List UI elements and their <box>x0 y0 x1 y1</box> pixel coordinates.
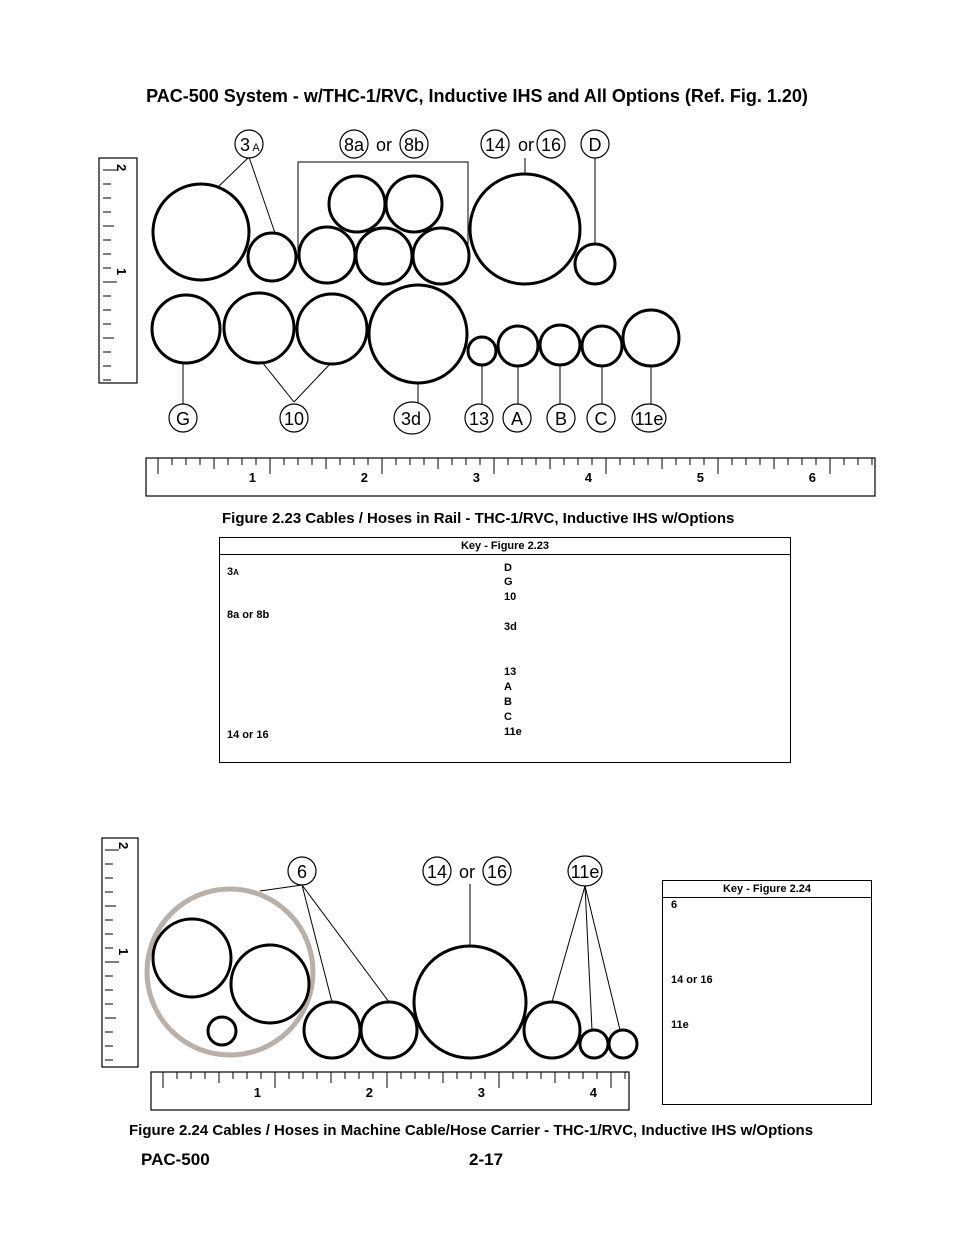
cable-13 <box>468 337 496 365</box>
label-16: 16 <box>540 135 562 155</box>
vruler2-label-2: 2 <box>116 842 131 850</box>
cable-11e-c <box>609 1030 637 1058</box>
key-2-23-item-8: 8a or 8b <box>227 609 270 621</box>
label-8a: 8a <box>343 135 365 155</box>
label-3: 3 <box>239 135 251 155</box>
cable-11e <box>623 310 679 366</box>
cable-14-16 <box>470 174 580 284</box>
key-2-23-item-a: A <box>504 681 512 693</box>
hruler-label-4: 4 <box>584 470 592 485</box>
label-14-b: 14 <box>426 862 448 882</box>
label-or-8: or <box>375 135 393 155</box>
cable-6-a <box>304 1002 360 1058</box>
vruler-label-2: 2 <box>114 164 129 172</box>
key-2-24-item-11e: 11e <box>671 1019 689 1031</box>
hruler-label-6: 6 <box>808 470 816 485</box>
label-16-b: 16 <box>486 862 508 882</box>
figure-2-23-diagram <box>0 0 954 510</box>
hose-8-top-1 <box>329 176 385 232</box>
hruler-label-5: 5 <box>696 470 704 485</box>
cable-b <box>540 325 580 365</box>
label-c: C <box>594 409 608 429</box>
key-2-23-item-3a: 3A <box>227 566 239 578</box>
key-2-23-item-b: B <box>504 696 512 708</box>
hruler2-label-2: 2 <box>365 1085 373 1100</box>
cable-d <box>575 244 615 284</box>
cable-a <box>498 326 538 366</box>
key-2-23-item-10: 10 <box>504 591 517 603</box>
label-3d: 3d <box>400 409 422 429</box>
cable-11e-b <box>580 1030 608 1058</box>
leader-lines <box>183 157 651 404</box>
key-figure-2-23 <box>219 537 791 763</box>
label-or-b: or <box>458 862 476 882</box>
label-11e-b: 11e <box>570 862 600 882</box>
page-title: PAC-500 System - w/THC-1/RVC, Inductive IHS and All Options (Ref. Fig. 1.20) <box>146 86 808 106</box>
bundle-cable-2 <box>231 945 309 1023</box>
label-3-sub: A <box>252 142 260 154</box>
hose-8-bottom-2 <box>356 228 412 284</box>
label-b: B <box>554 409 568 429</box>
cable-c <box>582 326 622 366</box>
label-d: D <box>588 135 602 155</box>
label-11e: 11e <box>634 409 664 429</box>
key-2-24-item-14: 14 or 16 <box>671 974 713 986</box>
label-14: 14 <box>484 135 506 155</box>
hruler-label-2: 2 <box>360 470 368 485</box>
key-figure-2-24 <box>662 880 872 1105</box>
label-a: A <box>510 409 524 429</box>
hruler-label-3: 3 <box>472 470 480 485</box>
bundle-cable-3 <box>208 1017 236 1045</box>
cable-3a-large <box>153 184 249 280</box>
key-2-23-item-14: 14 or 16 <box>227 729 269 741</box>
key-2-23-item-c: C <box>504 711 512 723</box>
cable-3a-small <box>248 233 296 281</box>
vertical-ruler <box>99 158 137 383</box>
vertical-ruler-2 <box>102 838 138 1067</box>
label-or-14: or <box>517 135 535 155</box>
vruler-label-1: 1 <box>114 268 129 276</box>
key-2-23-item-d: D <box>504 562 512 574</box>
key-2-23-item-3d: 3d <box>504 621 517 633</box>
hruler2-label-1: 1 <box>253 1085 261 1100</box>
horizontal-ruler <box>146 458 875 496</box>
hose-8-bottom-3 <box>413 228 469 284</box>
key-2-23-item-g: G <box>504 576 513 588</box>
footer-product: PAC-500 <box>141 1150 210 1169</box>
label-13: 13 <box>468 409 490 429</box>
cable-10-b <box>297 294 367 364</box>
hose-8-bottom-1 <box>299 227 355 283</box>
label-g: G <box>175 409 191 429</box>
hruler-label-1: 1 <box>248 470 256 485</box>
label-6: 6 <box>296 862 308 882</box>
cable-6-b <box>361 1002 417 1058</box>
cable-14-16-b <box>414 946 526 1058</box>
cable-g <box>152 295 220 363</box>
hose-8-top-2 <box>386 176 442 232</box>
key-2-24-header: Key - Figure 2.24 <box>663 881 871 898</box>
figure-2-23-caption: Figure 2.23 Cables / Hoses in Rail - THC-1/RVC, Inductive IHS w/Options <box>222 510 735 527</box>
cable-11e-a <box>524 1002 580 1058</box>
footer-page-number: 2-17 <box>469 1150 504 1169</box>
hruler2-label-4: 4 <box>589 1085 597 1100</box>
horizontal-ruler-2 <box>151 1072 629 1110</box>
label-8b: 8b <box>403 135 425 155</box>
key-2-24-item-6: 6 <box>671 899 678 911</box>
key-2-23-header: Key - Figure 2.23 <box>220 538 790 555</box>
vruler2-label-1: 1 <box>116 948 131 956</box>
hruler2-label-3: 3 <box>477 1085 485 1100</box>
key-2-23-item-11e: 11e <box>504 726 522 738</box>
label-10: 10 <box>283 409 305 429</box>
cable-3d <box>369 285 467 383</box>
bundle-cable-1 <box>153 919 231 997</box>
cable-10-a <box>224 293 294 363</box>
key-2-23-item-13: 13 <box>504 666 517 678</box>
figure-2-24-caption: Figure 2.24 Cables / Hoses in Machine Cable/Hose Carrier - THC-1/RVC, Inductive IHS w/Options <box>129 1122 814 1139</box>
